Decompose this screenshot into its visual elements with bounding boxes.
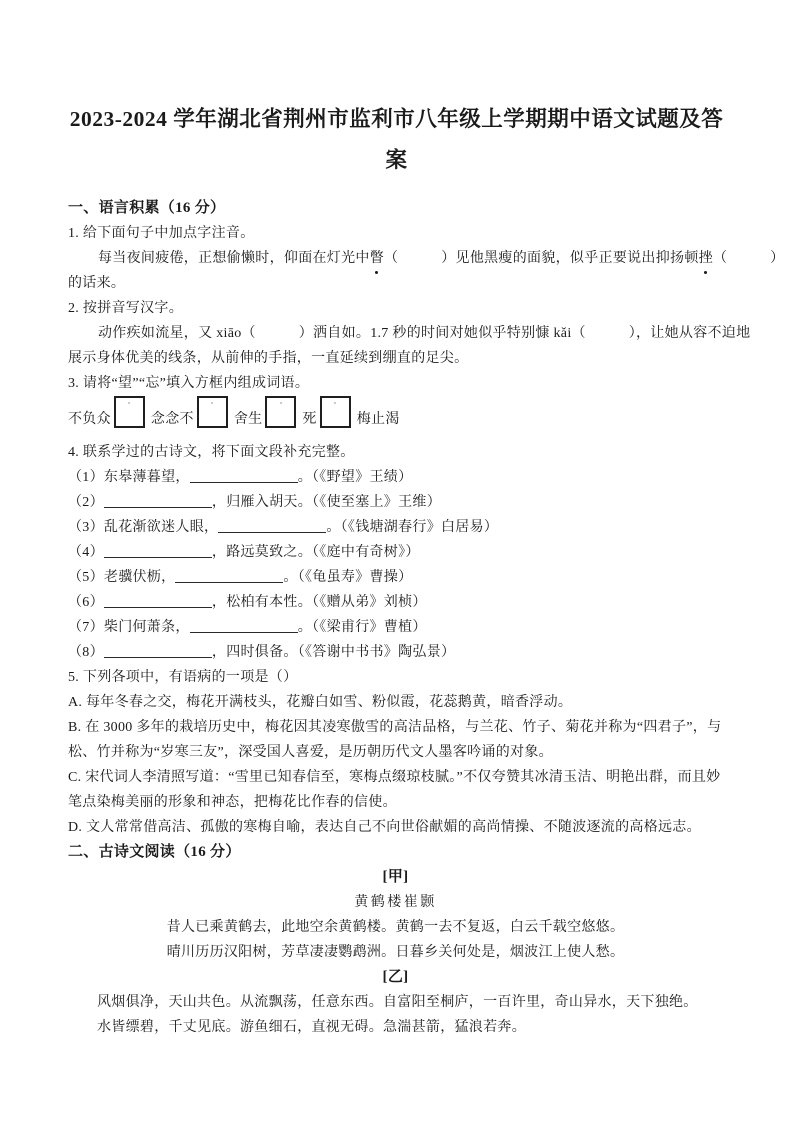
q5-prompt: 5. 下列各项中，有语病的一项是（） — [68, 670, 298, 685]
q5-option-d: D. 文人常常借高洁、孤傲的寒梅自喻，表达自己不向世俗献媚的高尚情操、不随波逐流的高格远志。 — [68, 820, 701, 835]
q2-sentence-line2: 展示身体优美的线条，从前伸的手指，一直延续到绷直的足尖。 — [68, 351, 469, 366]
q2-prompt: 2. 按拼音写汉字。 — [68, 301, 183, 316]
emphasis-dotted-char: 瞥 — [370, 246, 384, 271]
q5-option-b-line2: 松、竹并称为“岁寒三友”，深受国人喜爱，是历朝历代文人墨客吟诵的对象。 — [68, 745, 553, 760]
q4-item-7: （7）柴门何萧条， 。（《梁甫行》曹植） — [68, 620, 427, 635]
answer-blank-underline — [175, 570, 283, 583]
poem-title-author: 黄鹤楼崔颢 — [354, 895, 437, 910]
q4-item-1: （1）东皋薄暮望， 。（《野望》王绩） — [68, 470, 413, 485]
q3-prompt: 3. 请将“望”“忘”填入方框内组成词语。 — [68, 376, 310, 391]
q1-sentence-line2: 的话来。 — [68, 276, 126, 291]
q5-option-c-line2: 笔点染梅美丽的形象和神态，把梅花比作春的信使。 — [68, 795, 397, 810]
document-title — [0, 0, 793, 181]
q5-option-b-line1: B. 在 3000 多年的栽培历史中，梅花因其凌寒傲雪的高洁品格，与兰花、竹子、菊花并称为“四君子”，与 — [68, 720, 722, 735]
passage-yi-label: [乙] — [382, 969, 409, 985]
q4-item-2: （2） ，归雁入胡天。（《使至塞上》王维） — [68, 495, 442, 510]
q4-item-6: （6） ，松柏有本性。（《赠从弟》刘桢） — [68, 595, 427, 610]
fill-in-box — [197, 396, 228, 428]
document-body — [68, 196, 785, 1040]
section-2-heading: 二、古诗文阅读（16 分） — [68, 844, 241, 860]
poem-line-1: 昔人已乘黄鹤去，此地空余黄鹤楼。黄鹤一去不复返，白云千载空悠悠。 — [166, 920, 625, 935]
passage-yi-line1: 风烟俱净，天山共色。从流飘荡，任意东西。自富阳至桐庐，一百许里，奇山异水，天下独绝。 — [97, 995, 698, 1010]
q4-item-5: （5）老骥伏枥， 。（《龟虽寿》曹操） — [68, 570, 413, 585]
q4-item-4: （4） ，路远莫致之。（《庭中有奇树》） — [68, 545, 420, 560]
answer-blank-underline — [104, 645, 212, 658]
document-title-line2: 案 — [385, 148, 408, 172]
answer-blank-underline — [104, 495, 212, 508]
poem-line-2: 晴川历历汉阳树，芳草凄凄鹦鹉洲。日暮乡关何处是，烟波江上使人愁。 — [166, 945, 625, 960]
passage-jia-label: [甲] — [382, 869, 409, 885]
answer-blank-underline — [104, 545, 212, 558]
q4-item-3: （3）乱花渐欲迷人眼， 。（《钱塘湖春行》白居易） — [68, 520, 499, 535]
answer-blank-underline — [104, 595, 212, 608]
answer-blank-underline — [190, 620, 298, 633]
q1-sentence-line1: 每当夜间疲倦，正想偷懒时，仰面在灯光中瞥（ ）见他黑瘦的面貌，似乎正要说出抑扬顿挫（ ） — [68, 246, 723, 271]
q2-sentence-line1: 动作疾如流星，又 xiāo（ ）洒自如。1.7 秒的时间对她似乎特别慷 kǎi（ ），让她从容不迫地 — [98, 326, 751, 341]
fill-in-box — [320, 396, 351, 428]
fill-in-box — [265, 396, 296, 428]
q4-item-8: （8） ，四时俱备。（《答谢中书书》陶弘景） — [68, 645, 456, 660]
answer-blank-underline — [190, 470, 298, 483]
document-title-line1: 2023-2024 学年湖北省荆州市监利市八年级上学期期中语文试题及答 — [69, 107, 724, 131]
q5-option-a: A. 每年冬春之交，梅花开满枝头，花瓣白如雪、粉似霞，花蕊鹅黄，暗香浮动。 — [68, 695, 573, 710]
q4-prompt: 4. 联系学过的古诗文，将下面文段补充完整。 — [68, 445, 355, 460]
section-1-heading: 一、语言积累（16 分） — [68, 200, 226, 216]
passage-yi-line2: 水皆缥碧，千丈见底。游鱼细石，直视无碍。急湍甚箭，猛浪若奔。 — [97, 1020, 526, 1035]
q3-fill-boxes: 不负众 念念不 舍生 死 梅止渴 — [68, 396, 723, 440]
answer-blank-underline — [218, 520, 326, 533]
q5-option-c-line1: C. 宋代词人李清照写道：“雪里已知春信至，寒梅点缀琼枝腻。”不仅夸赞其冰清玉洁、明艳出群，而且妙 — [68, 770, 721, 785]
fill-in-box — [114, 396, 145, 428]
q1-prompt: 1. 给下面句子中加点字注音。 — [68, 226, 255, 241]
emphasis-dotted-char: 挫 — [699, 246, 713, 271]
